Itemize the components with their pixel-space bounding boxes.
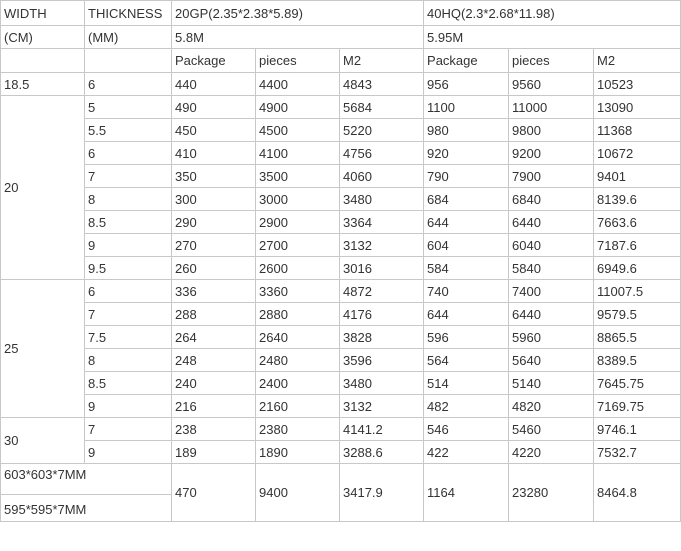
gp-package-cell: 336 bbox=[172, 280, 256, 303]
table-row bbox=[1, 372, 681, 395]
hq-pieces-cell: 6040 bbox=[509, 234, 594, 257]
table-row bbox=[1, 349, 681, 372]
gp-m2-cell: 3132 bbox=[340, 395, 424, 418]
tile-size-b-cell: 595*595*7MM bbox=[1, 495, 172, 522]
table-row bbox=[1, 418, 681, 441]
header-row-1 bbox=[1, 1, 681, 26]
gp-pieces-cell: 2160 bbox=[256, 395, 340, 418]
hq-m2-cell: 9746.1 bbox=[594, 418, 681, 441]
gp-m2-cell: 4843 bbox=[340, 73, 424, 96]
thickness-cell: 7 bbox=[85, 418, 172, 441]
header-40hq-pieces: pieces bbox=[509, 49, 594, 73]
hq-pieces-cell: 5640 bbox=[509, 349, 594, 372]
hq-pieces-cell: 5460 bbox=[509, 418, 594, 441]
header-container-40hq: 40HQ(2.3*2.68*11.98) bbox=[424, 1, 681, 26]
gp-m2-cell: 3596 bbox=[340, 349, 424, 372]
hq-pieces-cell: 9800 bbox=[509, 119, 594, 142]
gp-pieces-cell: 3360 bbox=[256, 280, 340, 303]
gp-pieces-cell: 4500 bbox=[256, 119, 340, 142]
thickness-cell: 9 bbox=[85, 441, 172, 464]
width-cell: 30 bbox=[1, 418, 85, 464]
width-cell: 20 bbox=[1, 96, 85, 280]
header-20gp-m2: M2 bbox=[340, 49, 424, 73]
table-row bbox=[1, 280, 681, 303]
hq-m2-cell: 7187.6 bbox=[594, 234, 681, 257]
gp-m2-cell: 3364 bbox=[340, 211, 424, 234]
table-row bbox=[1, 464, 681, 495]
hq-m2-cell: 8865.5 bbox=[594, 326, 681, 349]
hq-m2-cell: 7663.6 bbox=[594, 211, 681, 234]
thickness-cell: 8.5 bbox=[85, 211, 172, 234]
gp-package-cell: 288 bbox=[172, 303, 256, 326]
hq-pieces-cell: 6440 bbox=[509, 303, 594, 326]
hq-pieces-cell: 7900 bbox=[509, 165, 594, 188]
gp-pieces-cell: 4400 bbox=[256, 73, 340, 96]
thickness-cell: 6 bbox=[85, 73, 172, 96]
gp-package-cell: 440 bbox=[172, 73, 256, 96]
hq-package-cell: 422 bbox=[424, 441, 509, 464]
header-row-3 bbox=[1, 49, 681, 73]
hq-pieces-cell: 5840 bbox=[509, 257, 594, 280]
table-row bbox=[1, 96, 681, 119]
gp-pieces-cell: 2640 bbox=[256, 326, 340, 349]
hq-package-cell: 584 bbox=[424, 257, 509, 280]
gp-m2-cell: 4060 bbox=[340, 165, 424, 188]
hq-m2-cell: 13090 bbox=[594, 96, 681, 119]
gp-pieces-cell: 2880 bbox=[256, 303, 340, 326]
thickness-cell: 8 bbox=[85, 349, 172, 372]
header-20gp-pieces: pieces bbox=[256, 49, 340, 73]
gp-pieces-cell: 1890 bbox=[256, 441, 340, 464]
gp-pieces-cell: 2400 bbox=[256, 372, 340, 395]
header-thickness: THICKNESS bbox=[85, 1, 172, 26]
gp-package-cell: 350 bbox=[172, 165, 256, 188]
hq-pieces-cell: 11000 bbox=[509, 96, 594, 119]
hq-pieces-cell: 9200 bbox=[509, 142, 594, 165]
header-width: WIDTH bbox=[1, 1, 85, 26]
tile-size-a-cell: 603*603*7MM bbox=[1, 464, 172, 495]
gp-package-cell: 264 bbox=[172, 326, 256, 349]
gp-pieces-cell: 2900 bbox=[256, 211, 340, 234]
gp-m2-cell: 4872 bbox=[340, 280, 424, 303]
header-container-20gp: 20GP(2.35*2.38*5.89) bbox=[172, 1, 424, 26]
hq-package-cell: 790 bbox=[424, 165, 509, 188]
hq-pieces-cell: 6440 bbox=[509, 211, 594, 234]
hq-package-cell: 644 bbox=[424, 211, 509, 234]
gp-m2-cell: 4141.2 bbox=[340, 418, 424, 441]
table-row bbox=[1, 119, 681, 142]
hq-m2-cell: 10523 bbox=[594, 73, 681, 96]
hq-m2-cell: 11368 bbox=[594, 119, 681, 142]
thickness-cell: 7.5 bbox=[85, 326, 172, 349]
gp-pieces-cell: 4100 bbox=[256, 142, 340, 165]
hq-package-cell: 740 bbox=[424, 280, 509, 303]
gp-pieces-cell: 4900 bbox=[256, 96, 340, 119]
tile-gp-m2-cell: 3417.9 bbox=[340, 464, 424, 522]
header-blank-width bbox=[1, 49, 85, 73]
gp-package-cell: 270 bbox=[172, 234, 256, 257]
thickness-cell: 9 bbox=[85, 234, 172, 257]
hq-pieces-cell: 5960 bbox=[509, 326, 594, 349]
gp-package-cell: 240 bbox=[172, 372, 256, 395]
gp-pieces-cell: 2480 bbox=[256, 349, 340, 372]
hq-package-cell: 546 bbox=[424, 418, 509, 441]
table-row bbox=[1, 73, 681, 96]
table-row bbox=[1, 211, 681, 234]
gp-package-cell: 450 bbox=[172, 119, 256, 142]
hq-package-cell: 684 bbox=[424, 188, 509, 211]
table-row bbox=[1, 441, 681, 464]
thickness-cell: 5.5 bbox=[85, 119, 172, 142]
table-row bbox=[1, 326, 681, 349]
header-thickness-unit: (MM) bbox=[85, 26, 172, 49]
thickness-cell: 5 bbox=[85, 96, 172, 119]
gp-package-cell: 248 bbox=[172, 349, 256, 372]
hq-m2-cell: 7169.75 bbox=[594, 395, 681, 418]
width-cell: 25 bbox=[1, 280, 85, 418]
header-40hq-package: Package bbox=[424, 49, 509, 73]
gp-package-cell: 260 bbox=[172, 257, 256, 280]
hq-package-cell: 596 bbox=[424, 326, 509, 349]
hq-package-cell: 1100 bbox=[424, 96, 509, 119]
header-blank-thickness bbox=[85, 49, 172, 73]
tile-hq-m2-cell: 8464.8 bbox=[594, 464, 681, 522]
table-row bbox=[1, 303, 681, 326]
gp-m2-cell: 3480 bbox=[340, 188, 424, 211]
hq-m2-cell: 6949.6 bbox=[594, 257, 681, 280]
gp-m2-cell: 3480 bbox=[340, 372, 424, 395]
hq-package-cell: 920 bbox=[424, 142, 509, 165]
gp-m2-cell: 4756 bbox=[340, 142, 424, 165]
gp-pieces-cell: 2700 bbox=[256, 234, 340, 257]
hq-package-cell: 956 bbox=[424, 73, 509, 96]
hq-package-cell: 514 bbox=[424, 372, 509, 395]
gp-m2-cell: 3828 bbox=[340, 326, 424, 349]
hq-pieces-cell: 7400 bbox=[509, 280, 594, 303]
gp-package-cell: 238 bbox=[172, 418, 256, 441]
hq-m2-cell: 11007.5 bbox=[594, 280, 681, 303]
gp-package-cell: 410 bbox=[172, 142, 256, 165]
hq-pieces-cell: 5140 bbox=[509, 372, 594, 395]
thickness-cell: 7 bbox=[85, 303, 172, 326]
hq-pieces-cell: 6840 bbox=[509, 188, 594, 211]
header-row-2 bbox=[1, 26, 681, 49]
table-row bbox=[1, 395, 681, 418]
thickness-cell: 7 bbox=[85, 165, 172, 188]
gp-pieces-cell: 2600 bbox=[256, 257, 340, 280]
table-row bbox=[1, 188, 681, 211]
table-row bbox=[1, 257, 681, 280]
thickness-cell: 9.5 bbox=[85, 257, 172, 280]
hq-m2-cell: 7532.7 bbox=[594, 441, 681, 464]
hq-m2-cell: 7645.75 bbox=[594, 372, 681, 395]
thickness-cell: 9 bbox=[85, 395, 172, 418]
table-row bbox=[1, 234, 681, 257]
hq-package-cell: 604 bbox=[424, 234, 509, 257]
hq-m2-cell: 10672 bbox=[594, 142, 681, 165]
hq-m2-cell: 9579.5 bbox=[594, 303, 681, 326]
table-row bbox=[1, 142, 681, 165]
gp-pieces-cell: 2380 bbox=[256, 418, 340, 441]
header-20gp-length: 5.8M bbox=[172, 26, 424, 49]
gp-m2-cell: 4176 bbox=[340, 303, 424, 326]
hq-package-cell: 564 bbox=[424, 349, 509, 372]
hq-package-cell: 980 bbox=[424, 119, 509, 142]
hq-m2-cell: 8139.6 bbox=[594, 188, 681, 211]
hq-pieces-cell: 9560 bbox=[509, 73, 594, 96]
tile-hq-package-cell: 1164 bbox=[424, 464, 509, 522]
gp-m2-cell: 5684 bbox=[340, 96, 424, 119]
header-40hq-length: 5.95M bbox=[424, 26, 681, 49]
gp-m2-cell: 3132 bbox=[340, 234, 424, 257]
header-40hq-m2: M2 bbox=[594, 49, 681, 73]
gp-package-cell: 300 bbox=[172, 188, 256, 211]
tile-gp-package-cell: 470 bbox=[172, 464, 256, 522]
gp-m2-cell: 3016 bbox=[340, 257, 424, 280]
header-width-unit: (CM) bbox=[1, 26, 85, 49]
hq-pieces-cell: 4820 bbox=[509, 395, 594, 418]
table-row bbox=[1, 165, 681, 188]
gp-package-cell: 216 bbox=[172, 395, 256, 418]
width-cell: 18.5 bbox=[1, 73, 85, 96]
tile-hq-pieces-cell: 23280 bbox=[509, 464, 594, 522]
thickness-cell: 8.5 bbox=[85, 372, 172, 395]
thickness-cell: 8 bbox=[85, 188, 172, 211]
thickness-cell: 6 bbox=[85, 142, 172, 165]
gp-m2-cell: 3288.6 bbox=[340, 441, 424, 464]
hq-m2-cell: 9401 bbox=[594, 165, 681, 188]
gp-m2-cell: 5220 bbox=[340, 119, 424, 142]
thickness-cell: 6 bbox=[85, 280, 172, 303]
hq-package-cell: 644 bbox=[424, 303, 509, 326]
gp-pieces-cell: 3000 bbox=[256, 188, 340, 211]
gp-package-cell: 189 bbox=[172, 441, 256, 464]
header-20gp-package: Package bbox=[172, 49, 256, 73]
gp-package-cell: 290 bbox=[172, 211, 256, 234]
gp-pieces-cell: 3500 bbox=[256, 165, 340, 188]
tile-gp-pieces-cell: 9400 bbox=[256, 464, 340, 522]
hq-pieces-cell: 4220 bbox=[509, 441, 594, 464]
hq-package-cell: 482 bbox=[424, 395, 509, 418]
gp-package-cell: 490 bbox=[172, 96, 256, 119]
hq-m2-cell: 8389.5 bbox=[594, 349, 681, 372]
